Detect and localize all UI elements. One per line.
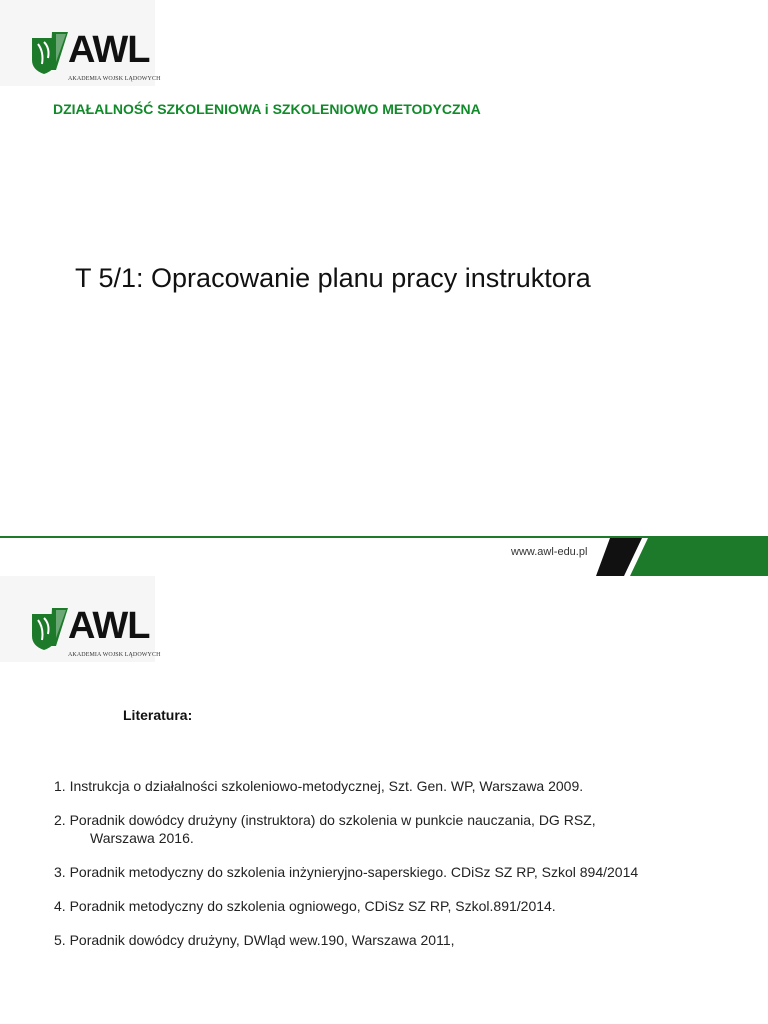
list-item (54, 931, 754, 949)
logo-subtext: AKADEMIA WOJSK LĄDOWYCH (68, 652, 161, 658)
footer-url: www.awl-edu.pl (511, 546, 588, 558)
list-item (54, 777, 754, 795)
awl-logo (0, 576, 161, 662)
awl-shield-icon (30, 606, 70, 652)
list-item-text: Poradnik metodyczny do szkolenia inżynieryjno-saperskiego. CDiSz SZ RP, Szkol 894/2014 (69, 864, 639, 880)
literature-heading: Literatura: (123, 707, 193, 723)
list-item-number: 4. (54, 898, 66, 914)
literature-list (54, 777, 754, 965)
list-item (54, 863, 754, 881)
list-item-text-continued: Warszawa 2016. (90, 830, 194, 846)
slide-literature (0, 576, 768, 1024)
list-item-number: 1. (54, 778, 66, 794)
list-item-text: Instrukcja o działalności szkoleniowo-metodycznej, Szt. Gen. WP, Warszawa 2009. (65, 778, 584, 794)
logo-text: AWL (68, 605, 150, 647)
list-item-text: Poradnik metodyczny do szkolenia ogniowego, CDiSz SZ RP, Szkol.891/2014. (69, 898, 556, 914)
footer-stripe-graphic (596, 538, 768, 576)
list-item-number: 2. (54, 812, 66, 828)
list-item (54, 811, 754, 847)
list-item-text: Poradnik dowódcy drużyny, DWląd wew.190, Warszawa 2011, (69, 932, 455, 948)
list-item-number: 3. (54, 864, 66, 880)
topic-title: T 5/1: Opracowanie planu pracy instruktora (75, 263, 591, 293)
awl-shield-icon (30, 30, 70, 76)
section-title: DZIAŁALNOŚĆ SZKOLENIOWA i SZKOLENIOWO METODYCZNA (53, 101, 481, 117)
awl-logo (0, 0, 161, 86)
logo-subtext: AKADEMIA WOJSK LĄDOWYCH (68, 76, 161, 82)
list-item (54, 897, 754, 915)
list-item-number: 5. (54, 932, 66, 948)
list-item-text: Poradnik dowódcy drużyny (instruktora) do szkolenia w punkcie nauczania, DG RSZ, (65, 812, 596, 828)
logo-text: AWL (68, 29, 150, 71)
